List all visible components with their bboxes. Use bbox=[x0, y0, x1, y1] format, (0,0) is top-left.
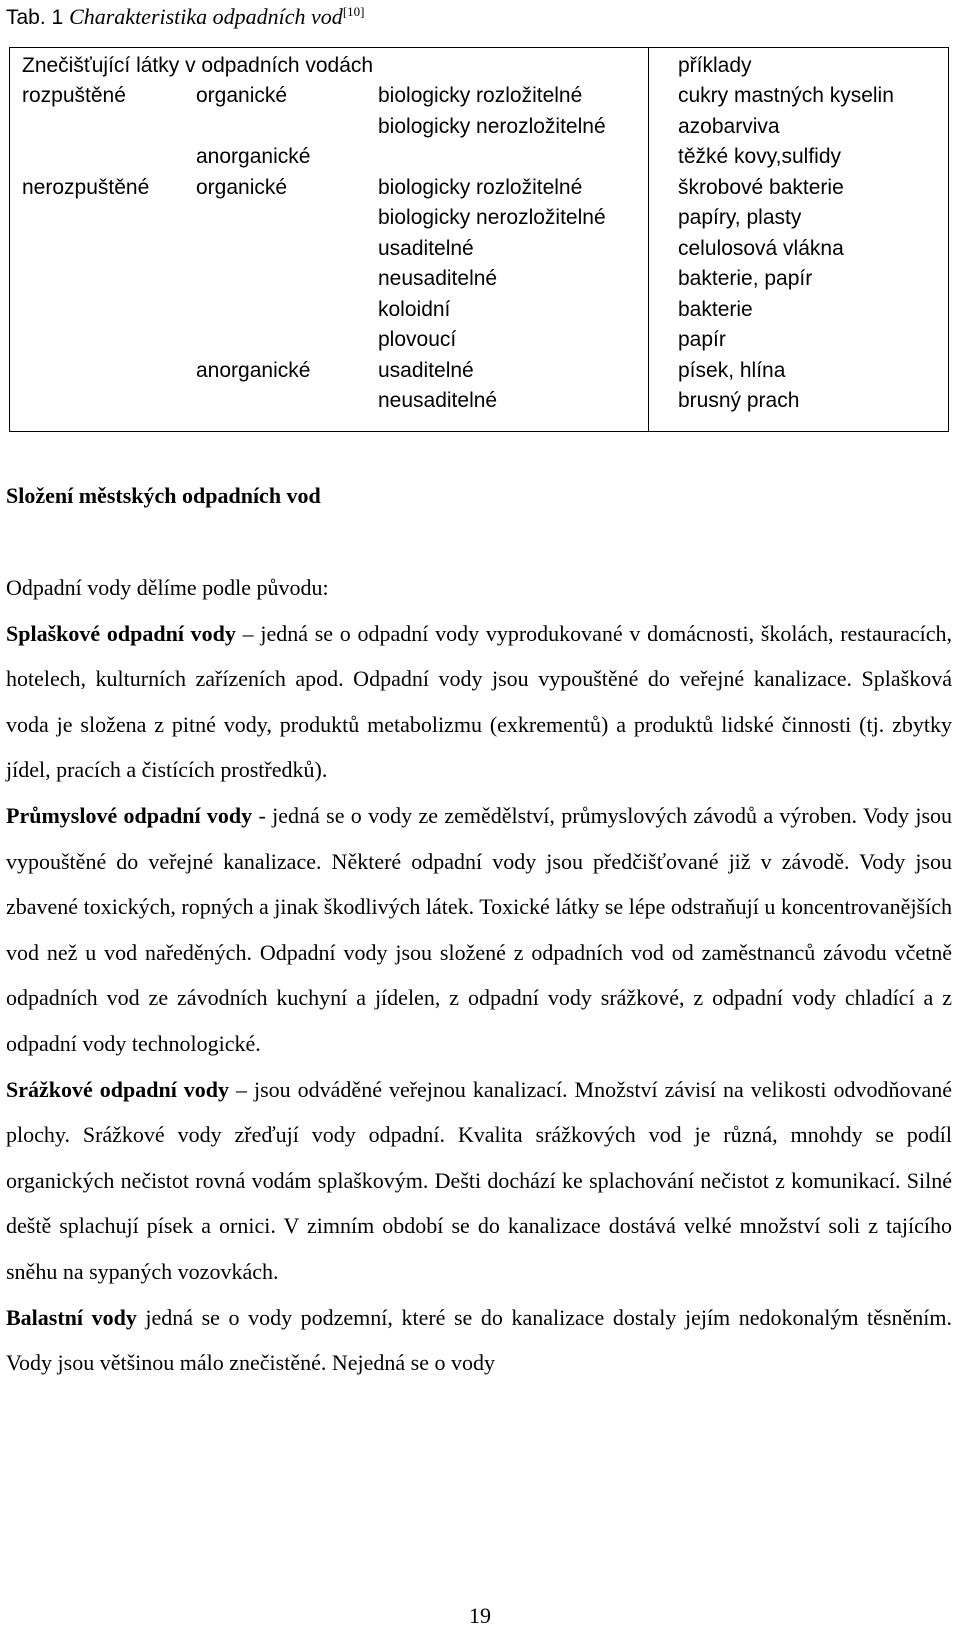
table-row bbox=[10, 172, 948, 204]
cell-type: organické bbox=[196, 175, 288, 199]
table-row bbox=[10, 324, 948, 356]
cell-example: brusný prach bbox=[678, 389, 800, 412]
table-row bbox=[10, 294, 948, 326]
paragraph-storm bbox=[6, 1067, 952, 1295]
text-storm-water: – jsou odváděné veřejnou kanalizací. Množství závisí na velikosti odvodňované plochy. Srážkové vody zřeďují vody odpadní. Kvalita srážkových vod je různá, mnohdy se podíl organických nečistot rovná vodám splaškovým. Dešti dochází ke splachování nečistot z komunikací. Silné deště splachují písek a ornici. V zimním období se do kanalizace dostává velké množství soli z tajícího sněhu na sypaných vozovkách. bbox=[6, 1076, 952, 1284]
cell-property: biologicky rozložitelné bbox=[378, 175, 583, 199]
cell-property: biologicky rozložitelné bbox=[378, 84, 583, 107]
caption-label: Tab. 1 bbox=[6, 6, 64, 29]
cell-type: anorganické bbox=[196, 358, 311, 382]
table-caption bbox=[6, 4, 364, 30]
table-row bbox=[10, 263, 948, 295]
table-row bbox=[10, 80, 948, 112]
table-row bbox=[10, 355, 948, 387]
term-ballast-water: Balastní vody bbox=[6, 1304, 137, 1330]
cell-example: škrobové bakterie bbox=[678, 175, 844, 199]
header-pollutants: Znečišťující látky v odpadních vodách bbox=[22, 54, 374, 77]
paragraph-ballast bbox=[6, 1295, 952, 1386]
body-text bbox=[6, 565, 952, 1386]
cell-state: nerozpuštěné bbox=[22, 175, 150, 199]
pollutants-table bbox=[9, 47, 949, 432]
cell-property: usaditelné bbox=[378, 358, 474, 382]
cell-type: anorganické bbox=[196, 145, 311, 168]
paragraph-sewage bbox=[6, 611, 952, 793]
cell-example: azobarviva bbox=[678, 114, 780, 138]
cell-property: koloidní bbox=[378, 297, 451, 321]
intro-paragraph: Odpadní vody dělíme podle původu: bbox=[6, 575, 329, 600]
text-ballast-water: jedná se o vody podzemní, které se do kanalizace dostaly jejím nedokonalým těsněním. Vody jsou většinou málo znečistěné. Nejedná se o vody bbox=[6, 1304, 952, 1376]
text-industrial-water: - jedná se o vody ze zemědělství, průmyslových závodů a výroben. Vody jsou vypouštěné do veřejné kanalizace. Některé odpadní vody jsou předčišťované již v závodě. Vody jsou zbavené toxických, ropných a jinak škodlivých látek. Toxické látky se lépe odstraňují u koncentrovanějších vod než u vod naředěných. Odpadní vody jsou složené z odpadních vod od zaměstnanců závodu včetně odpadních vod ze závodních kuchyní a jídelen, z odpadní vody srážkové, z odpadní vody chladící a z odpadní vody technologické. bbox=[6, 802, 953, 1056]
cell-example: papíry, plasty bbox=[678, 206, 802, 229]
cell-example: bakterie bbox=[678, 297, 753, 321]
cell-type: organické bbox=[196, 84, 288, 107]
table-row bbox=[10, 233, 948, 265]
paragraph-industrial bbox=[6, 793, 952, 1067]
cell-example: bakterie, papír bbox=[678, 267, 813, 290]
table-row bbox=[10, 385, 948, 417]
term-storm-water: Srážkové odpadní vody bbox=[6, 1076, 230, 1102]
header-examples: příklady bbox=[678, 54, 752, 77]
cell-example: písek, hlína bbox=[678, 358, 786, 382]
page-number: 19 bbox=[469, 1603, 491, 1628]
term-industrial-water: Průmyslové odpadní vody bbox=[6, 802, 253, 828]
cell-example: těžké kovy,sulfidy bbox=[678, 145, 842, 168]
cell-example: cukry mastných kyselin bbox=[678, 84, 894, 107]
table-header-row bbox=[10, 50, 948, 82]
cell-property: biologicky nerozložitelné bbox=[378, 114, 606, 138]
cell-example: papír bbox=[678, 328, 726, 351]
caption-title: Charakteristika odpadních vod bbox=[69, 4, 343, 29]
section-heading: Složení městských odpadních vod bbox=[6, 483, 321, 508]
cell-property: neusaditelné bbox=[378, 267, 498, 290]
cell-property: plovoucí bbox=[378, 328, 457, 351]
caption-reference: [10] bbox=[342, 4, 365, 19]
text-sewage-water: – jedná se o odpadní vody vyprodukované v domácnosti, školách, restauracích, hotelech, kulturních zařízeních apod. Odpadní vody jsou vypouštěné do veřejné kanalizace. Splašková voda je složena z pitné vody, produktů metabolizmu (exkrementů) a produktů lidské činnosti (tj. zbytky jídel, pracích a čistících prostředků). bbox=[6, 620, 952, 783]
cell-example: celulosová vlákna bbox=[678, 236, 844, 260]
cell-property: usaditelné bbox=[378, 236, 474, 260]
cell-property: biologicky nerozložitelné bbox=[378, 206, 606, 229]
cell-property: neusaditelné bbox=[378, 389, 498, 412]
table-row bbox=[10, 202, 948, 234]
table-row bbox=[10, 111, 948, 143]
cell-state: rozpuštěné bbox=[22, 84, 126, 107]
table-row bbox=[10, 141, 948, 173]
term-sewage-water: Splaškové odpadní vody bbox=[6, 620, 236, 646]
